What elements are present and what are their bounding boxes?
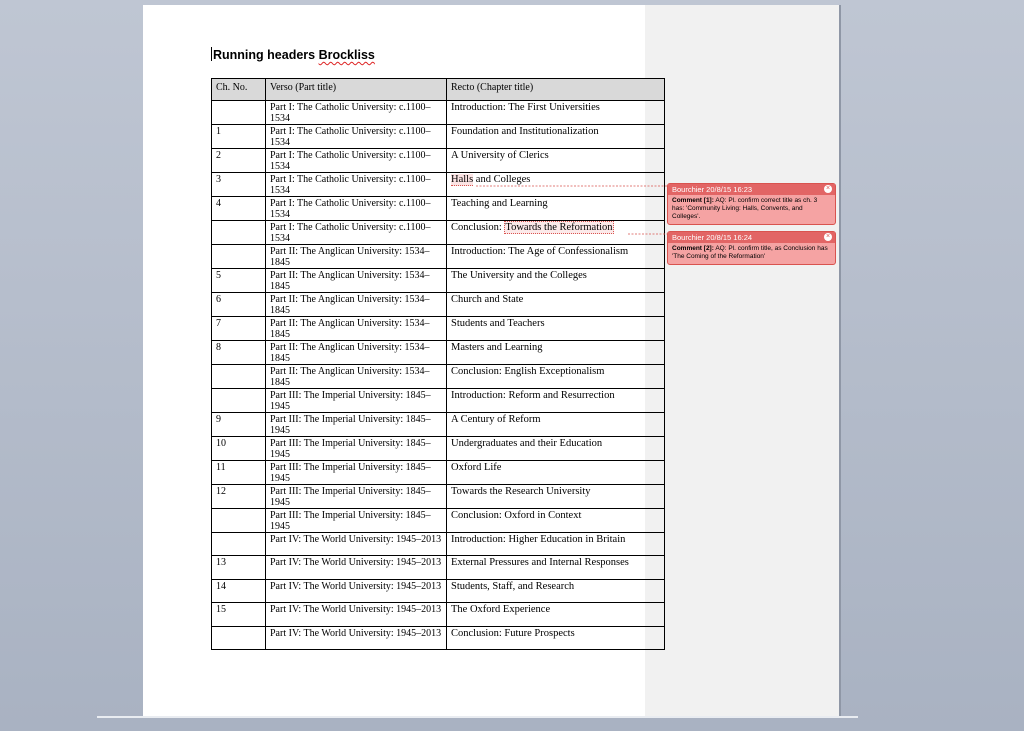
table-row[interactable]	[212, 389, 665, 413]
recto-title: Conclusion: Future Prospects	[447, 626, 665, 649]
running-headers-table[interactable]	[211, 78, 665, 650]
verso-title: Part I: The Catholic University: c.1100–1534	[266, 173, 447, 197]
column-header-recto: Recto (Chapter title)	[447, 79, 665, 101]
chapter-number: 4	[212, 197, 266, 221]
verso-title: Part IV: The World University: 1945–2013	[266, 556, 447, 579]
recto-title: External Pressures and Internal Responses	[447, 556, 665, 579]
chapter-number	[212, 533, 266, 556]
table-row[interactable]	[212, 197, 665, 221]
spellcheck-word[interactable]: Brockliss	[318, 48, 375, 62]
table-row[interactable]	[212, 485, 665, 509]
chapter-number: 1	[212, 125, 266, 149]
recto-title: Foundation and Institutionalization	[447, 125, 665, 149]
chapter-number: 7	[212, 317, 266, 341]
table-row[interactable]	[212, 556, 665, 579]
chapter-number: 2	[212, 149, 266, 173]
close-icon[interactable]: ×	[825, 185, 831, 192]
comment-1-label: Comment [1]:	[672, 197, 714, 204]
table-row[interactable]	[212, 461, 665, 485]
comment-balloon-2[interactable]	[667, 231, 836, 265]
verso-title: Part III: The Imperial University: 1845–1945	[266, 485, 447, 509]
table-row[interactable]	[212, 626, 665, 649]
verso-title: Part IV: The World University: 1945–2013	[266, 603, 447, 626]
heading-text: Running headers	[213, 48, 319, 62]
chapter-number: 12	[212, 485, 266, 509]
table-row[interactable]	[212, 365, 665, 389]
comment-2-author-date: Bourchier 20/8/15 16:24	[672, 233, 753, 242]
verso-title: Part I: The Catholic University: c.1100–1534	[266, 149, 447, 173]
verso-title: Part II: The Anglican University: 1534–1845	[266, 341, 447, 365]
recto-title: Students and Teachers	[447, 317, 665, 341]
verso-title: Part III: The Imperial University: 1845–1945	[266, 461, 447, 485]
verso-title: Part II: The Anglican University: 1534–1845	[266, 245, 447, 269]
comment-2-header	[668, 232, 835, 243]
chapter-number: 13	[212, 556, 266, 579]
comment-1-author-date: Bourchier 20/8/15 16:23	[672, 185, 753, 194]
table-row[interactable]	[212, 579, 665, 602]
column-header-chapter: Ch. No.	[212, 79, 266, 101]
table-row[interactable]	[212, 173, 665, 197]
table-row[interactable]	[212, 125, 665, 149]
recto-title: Church and State	[447, 293, 665, 317]
table-row[interactable]	[212, 603, 665, 626]
table-row[interactable]	[212, 101, 665, 125]
recto-title	[447, 221, 665, 245]
recto-title: Masters and Learning	[447, 341, 665, 365]
verso-title: Part III: The Imperial University: 1845–1945	[266, 413, 447, 437]
table-row[interactable]	[212, 533, 665, 556]
recto-title	[447, 173, 665, 197]
chapter-number	[212, 509, 266, 533]
verso-title: Part III: The Imperial University: 1845–1945	[266, 509, 447, 533]
comment-balloon-1[interactable]	[667, 183, 836, 225]
chapter-number: 14	[212, 579, 266, 602]
comment-1-header	[668, 184, 835, 195]
comment-1-body[interactable]	[668, 195, 835, 224]
recto-title: Students, Staff, and Research	[447, 579, 665, 602]
recto-title-prefix: Conclusion:	[451, 222, 505, 233]
table-row[interactable]	[212, 245, 665, 269]
chapter-number	[212, 626, 266, 649]
verso-title: Part I: The Catholic University: c.1100–1534	[266, 221, 447, 245]
table-row[interactable]	[212, 413, 665, 437]
chapter-number: 5	[212, 269, 266, 293]
recto-title: Introduction: Higher Education in Britain	[447, 533, 665, 556]
chapter-number: 8	[212, 341, 266, 365]
verso-title: Part II: The Anglican University: 1534–1845	[266, 317, 447, 341]
chapter-number: 15	[212, 603, 266, 626]
comments-margin-pane	[645, 5, 839, 716]
verso-title: Part IV: The World University: 1945–2013	[266, 533, 447, 556]
chapter-number: 3	[212, 173, 266, 197]
recto-title: Teaching and Learning	[447, 197, 665, 221]
verso-title: Part II: The Anglican University: 1534–1845	[266, 269, 447, 293]
recto-title-rest: and Colleges	[473, 174, 531, 185]
chapter-number	[212, 365, 266, 389]
document-heading[interactable]	[211, 47, 375, 62]
comment-1-anchor[interactable]: Halls	[451, 174, 474, 185]
chapter-number: 11	[212, 461, 266, 485]
verso-title: Part III: The Imperial University: 1845–1945	[266, 437, 447, 461]
table-row[interactable]	[212, 509, 665, 533]
page-bottom-edge	[97, 716, 858, 718]
chapter-number	[212, 245, 266, 269]
recto-title: A Century of Reform	[447, 413, 665, 437]
page-edge	[839, 5, 841, 716]
table-row[interactable]	[212, 437, 665, 461]
table-row[interactable]	[212, 221, 665, 245]
comment-2-label: Comment [2]:	[672, 245, 714, 252]
recto-title: Introduction: Reform and Resurrection	[447, 389, 665, 413]
table-row[interactable]	[212, 317, 665, 341]
close-icon[interactable]: ×	[825, 233, 831, 240]
recto-title: Introduction: The Age of Confessionalism	[447, 245, 665, 269]
verso-title: Part I: The Catholic University: c.1100–1534	[266, 197, 447, 221]
verso-title: Part II: The Anglican University: 1534–1845	[266, 293, 447, 317]
chapter-number	[212, 101, 266, 125]
table-row[interactable]	[212, 269, 665, 293]
comment-2-body[interactable]	[668, 243, 835, 264]
recto-title: The Oxford Experience	[447, 603, 665, 626]
verso-title: Part I: The Catholic University: c.1100–1534	[266, 101, 447, 125]
recto-title: A University of Clerics	[447, 149, 665, 173]
recto-title: The University and the Colleges	[447, 269, 665, 293]
recto-title: Towards the Research University	[447, 485, 665, 509]
chapter-number: 10	[212, 437, 266, 461]
text-cursor	[211, 47, 212, 61]
recto-title: Conclusion: English Exceptionalism	[447, 365, 665, 389]
comment-2-anchor[interactable]: Towards the Reformation	[505, 222, 613, 233]
recto-title: Introduction: The First Universities	[447, 101, 665, 125]
verso-title: Part III: The Imperial University: 1845–1945	[266, 389, 447, 413]
verso-title: Part I: The Catholic University: c.1100–1534	[266, 125, 447, 149]
table-row[interactable]	[212, 293, 665, 317]
chapter-number	[212, 389, 266, 413]
verso-title: Part IV: The World University: 1945–2013	[266, 579, 447, 602]
verso-title: Part II: The Anglican University: 1534–1845	[266, 365, 447, 389]
recto-title: Undergraduates and their Education	[447, 437, 665, 461]
table-row[interactable]	[212, 341, 665, 365]
chapter-number: 6	[212, 293, 266, 317]
comment-1-text: AQ: Pl. confirm correct title as ch. 3 has: 'Community Living: Halls, Convents, and Colleges'.	[672, 197, 818, 220]
table-header-row	[212, 79, 665, 101]
column-header-verso: Verso (Part title)	[266, 79, 447, 101]
chapter-number	[212, 221, 266, 245]
chapter-number: 9	[212, 413, 266, 437]
verso-title: Part IV: The World University: 1945–2013	[266, 626, 447, 649]
recto-title: Oxford Life	[447, 461, 665, 485]
table-row[interactable]	[212, 149, 665, 173]
comment-2-text: AQ: Pl. confirm title, as Conclusion has 'The Coming of the Reformation'	[672, 245, 828, 260]
recto-title: Conclusion: Oxford in Context	[447, 509, 665, 533]
